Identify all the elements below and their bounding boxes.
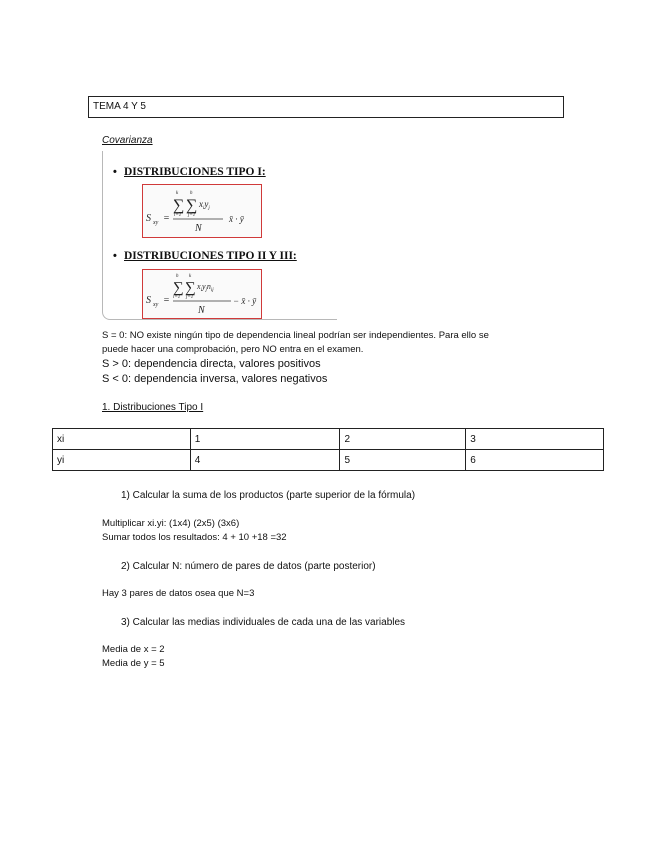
step-1-line-1: Multiplicar xi.yi: (1x4) (2x5) (3x6) bbox=[102, 518, 240, 529]
svg-text:∑: ∑ bbox=[173, 280, 184, 296]
svg-text:i=1: i=1 bbox=[174, 213, 182, 218]
svg-text:xiyj: $x_iy_j$ bbox=[199, 199, 210, 211]
data-table bbox=[52, 428, 604, 471]
svg-text:h: h bbox=[176, 274, 179, 279]
svg-text:∑: ∑ bbox=[173, 197, 185, 214]
covariance-formula-tipo-2-3 bbox=[142, 269, 262, 319]
step-1-line-2: Sumar todos los resultados: 4 + 10 +18 =32 bbox=[102, 532, 287, 543]
table-cell: 3 bbox=[466, 429, 604, 450]
step-2-title: 2) Calcular N: número de pares de datos (parte posterior) bbox=[121, 561, 376, 572]
covariance-formula-tipo-1 bbox=[142, 184, 262, 238]
table-cell: xi bbox=[53, 429, 191, 450]
table-row bbox=[53, 450, 604, 471]
svg-text:− x̄ · ȳ: − x̄ · ȳ bbox=[233, 296, 257, 306]
bullet-dot: • bbox=[113, 250, 117, 262]
svg-text:k: k bbox=[189, 274, 192, 279]
table-cell: 1 bbox=[190, 429, 340, 450]
tipo-1-heading: 1. Distribuciones Tipo I bbox=[102, 402, 204, 413]
svg-text:xiyjnij: $x_iy_jn_{ij}$ bbox=[197, 282, 214, 293]
note-zero-line-1: S = 0: NO existe ningún tipo de dependencia lineal podrían ser independientes. Para ello se bbox=[102, 330, 489, 341]
note-negative: S < 0: dependencia inversa, valores negativos bbox=[102, 373, 328, 385]
table-cell: 5 bbox=[340, 450, 466, 471]
step-3-title: 3) Calcular las medias individuales de cada una de las variables bbox=[121, 617, 406, 628]
svg-text:i=1: i=1 bbox=[173, 295, 181, 300]
svg-text:xy: xy bbox=[153, 302, 159, 308]
svg-text:j=1: j=1 bbox=[188, 213, 196, 218]
svg-text:x̄ · ȳ: x̄ · ȳ bbox=[229, 214, 244, 224]
distribution-tipo-1-label: DISTRIBUCIONES TIPO I: bbox=[124, 166, 266, 178]
svg-text:N: N bbox=[198, 305, 205, 316]
formula-graphic bbox=[143, 185, 260, 236]
document-title: TEMA 4 Y 5 bbox=[88, 96, 564, 118]
svg-text:=: = bbox=[163, 295, 170, 306]
table-row bbox=[53, 429, 604, 450]
svg-text:h: h bbox=[190, 191, 193, 196]
svg-text:∑: ∑ bbox=[185, 280, 196, 296]
covarianza-heading: Covarianza bbox=[102, 135, 153, 146]
note-zero-line-2: puede hacer una comprobación, pero NO entra en el examen. bbox=[102, 344, 364, 355]
svg-text:k: k bbox=[176, 191, 179, 196]
svg-text:=: = bbox=[163, 213, 170, 224]
step-3-line-2: Media de y = 5 bbox=[102, 658, 165, 669]
svg-text:S: S bbox=[146, 295, 151, 306]
formula-graphic bbox=[143, 270, 260, 317]
table-cell: 6 bbox=[466, 450, 604, 471]
step-2-line-1: Hay 3 pares de datos osea que N=3 bbox=[102, 588, 255, 599]
step-1-title: 1) Calcular la suma de los productos (parte superior de la fórmula) bbox=[121, 490, 416, 501]
svg-text:xy: xy bbox=[153, 220, 159, 226]
svg-text:∑: ∑ bbox=[186, 197, 198, 214]
svg-text:S: S bbox=[146, 213, 151, 224]
bullet-dot: • bbox=[113, 166, 117, 178]
svg-text:j=1: j=1 bbox=[186, 295, 194, 300]
table-cell: 4 bbox=[190, 450, 340, 471]
distribution-tipo-2-3-label: DISTRIBUCIONES TIPO II Y III: bbox=[124, 250, 297, 262]
table-cell: 2 bbox=[340, 429, 466, 450]
step-3-line-1: Media de x = 2 bbox=[102, 644, 165, 655]
table-cell: yi bbox=[53, 450, 191, 471]
note-positive: S > 0: dependencia directa, valores positivos bbox=[102, 358, 321, 370]
svg-text:N: N bbox=[195, 223, 202, 234]
